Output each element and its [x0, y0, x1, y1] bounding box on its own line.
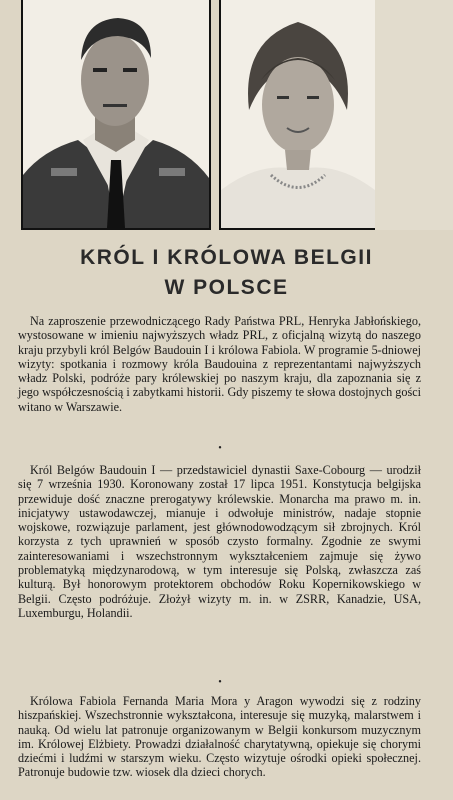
- article-paragraph-king: [18, 463, 421, 620]
- paragraph-text: Królowa Fabiola Fernanda Maria Mora y Aragon wywodzi się z rodziny hiszpańskiej. Wszechstronnie wykształcona, interesuje się muzyką, malarstwem i nauką. Od wielu lat patronuje organizowanym w Belgii konkursom muzycznym im. Królowej Elżbiety. Prowadzi działalność charytatywną, opiekuje się chorymi dziećmi i ludźmi w starszym wieku. Często wizytuje ośrodki opieki społecznej. Patronuje budowie tzw. wiosek dla dzieci chorych.: [18, 694, 421, 780]
- article-title-line-2: W POLSCE: [164, 276, 289, 299]
- queen-portrait-image: [221, 0, 375, 228]
- paragraph-text: Król Belgów Baudouin I — przedstawiciel dynastii Saxe-Cobourg — urodził się 7 września 1930. Koronowany został 17 lipca 1951. Konstytucja belgijska przewiduje dość znaczne prerogatywy królewskie. Monarcha ma prawo m. in. inicjatywy ustawodawczej, mianuje i odwołuje ministrów, nadaje stopnie wojskowe, rozwiązuje parlament, jest głównodowodzącym sił zbrojnych. Król korzysta z tych uprawnień w sposób czysto formalny. Zgodnie ze swymi zainteresowaniami i wszechstronnym wykształceniem zajmuje się żywo problematyką międzynarodową, w tym interesuje się Polską, zwłaszcza zaś kulturą. Był honorowym protektorem obchodów Roku Kopernikowskiego w Belgii. Często podróżuje. Złożył wizyty m. in. w ZSRR, Kanadzie, USA, Luxemburgu, Holandii.: [18, 463, 421, 620]
- paragraph-text: Na zaproszenie przewodniczącego Rady Państwa PRL, Henryka Jabłońskiego, wystosowane w imieniu najwyższych władz PRL, z oficjalną wizytą do naszego kraju przybyli król Belgów Baudouin I i królowa Fabiola. W programie 5-dniowej wizyty: spotkania i rozmowy króla Baudouina z reprezentantami najwyższych władz Polski, podróże pary królewskiej po naszym kraju, dla zapoznania się z jego współczesnością i zabytkami historii. Gdy piszemy te słowa dostojnych gości witano w Warszawie.: [18, 314, 421, 414]
- section-separator: •: [218, 677, 222, 688]
- article-paragraph-queen: [18, 694, 421, 780]
- blank-margin: [375, 0, 453, 230]
- section-separator: •: [218, 443, 222, 454]
- article-paragraph-intro: [18, 314, 421, 414]
- portrait-queen-photo: [219, 0, 377, 230]
- article-title-line-1: KRÓL I KRÓLOWA BELGII: [80, 246, 373, 269]
- king-portrait-image: [23, 0, 209, 228]
- portrait-king-photo: [21, 0, 211, 230]
